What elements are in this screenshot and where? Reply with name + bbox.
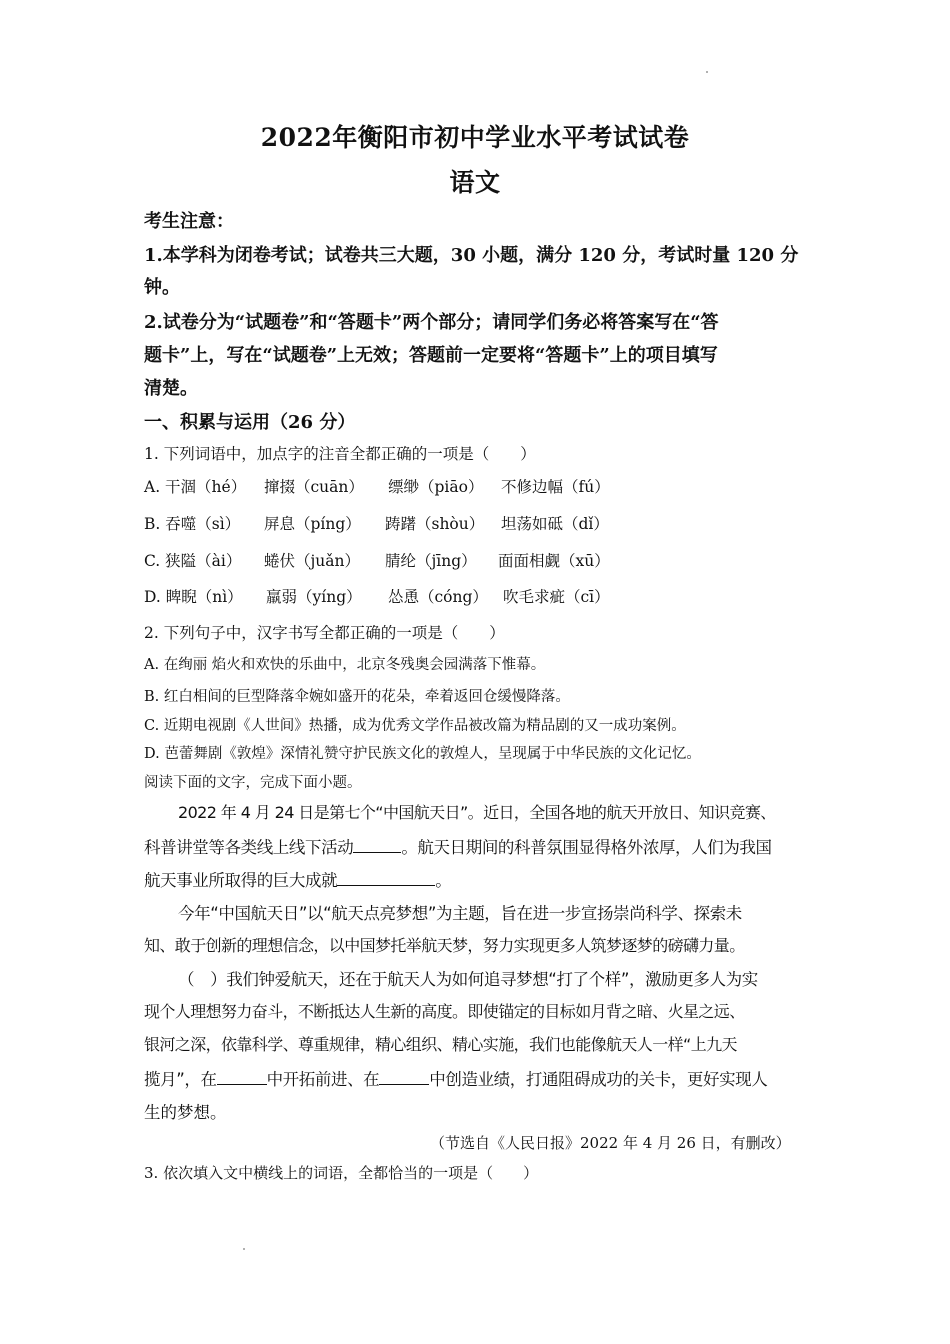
notice-heading: 考生注意：	[144, 211, 234, 232]
q1-option-d-word4: 吹毛求疵（cī）	[503, 588, 610, 606]
passage-text: 揽月”，在	[144, 1070, 217, 1089]
q2-option-b: B. 红白相间的巨型降落伞婉如盛开的花朵，牵着返回仓缓慢降落。	[144, 689, 570, 705]
q1-option-b-word4: 坦荡如砥（dǐ）	[501, 515, 609, 533]
q1-option-d-word2: 羸弱（yíng）	[266, 588, 362, 606]
q2-option-c: C. 近期电视剧《人世间》热播，成为优秀文学作品被改篇为精品剧的又一成功案例。	[144, 718, 686, 734]
passage-line: 2022 年 4 月 24 日是第七个“中国航天日”。近日，全国各地的航天开放日、知识竞赛、	[178, 803, 776, 822]
q1-option-a-word4: 不修边幅（fú）	[501, 478, 610, 496]
q1-option-b-word2: 屏息（píng）	[264, 515, 361, 533]
q1-option-c-word3: 腈纶（jīng）	[385, 552, 477, 570]
answer-blank	[337, 869, 435, 886]
notice-line: 钟。	[144, 277, 180, 298]
scan-mark	[243, 1248, 245, 1250]
q1-option-a-word1: A. 干涸（hé）	[144, 478, 247, 496]
passage-source: （节选自《人民日报》2022 年 4 月 26 日，有删改）	[430, 1134, 791, 1152]
notice-line: 题卡”上，写在“试题卷”上无效；答题前一定要将“答题卡”上的项目填写	[144, 345, 718, 366]
notice-line: 清楚。	[144, 378, 198, 399]
passage-text: 中创造业绩，打通阻碍成功的关卡，更好实现人	[429, 1070, 768, 1089]
notice-line: 2.试卷分为“试题卷”和“答题卡”两个部分；请同学们务必将答案写在“答	[144, 312, 719, 333]
passage-text: 。航天日期间的科普氛围显得格外浓厚，人们为我国	[401, 838, 772, 857]
passage-text: 中开拓前进、在	[266, 1070, 380, 1089]
exam-subject: 语文	[449, 168, 501, 197]
q1-option-a-word3: 缥缈（piāo）	[388, 478, 484, 496]
passage-line: （ ）我们钟爱航天，还在于航天人为如何追寻梦想“打了个样”，激励更多人为实	[178, 970, 758, 989]
question-2-stem: 2. 下列句子中，汉字书写全都正确的一项是（ ）	[144, 624, 505, 642]
q1-option-c-word2: 蜷伏（juǎn）	[264, 552, 361, 570]
q1-option-d-word1: D. 睥睨（nì）	[144, 588, 243, 606]
q2-option-a: A. 在绚丽 焰火和欢快的乐曲中，北京冬残奥会园满落下惟幕。	[144, 657, 546, 673]
q1-option-c-word1: C. 狭隘（ài）	[144, 552, 242, 570]
q1-option-b-word3: 踌躇（shòu）	[385, 515, 485, 533]
passage-line: 知、敢于创新的理想信念，以中国梦托举航天梦，努力实现更多人筑梦逐梦的磅礴力量。	[144, 936, 745, 955]
passage-line	[144, 1066, 767, 1090]
q1-option-a-word2: 撺掇（cuān）	[264, 478, 364, 496]
passage-line: 银河之深，依靠科学、尊重规律，精心组织、精心实施，我们也能像航天人一样“上九天	[144, 1035, 737, 1054]
q1-option-c-word4: 面面相觑（xū）	[498, 552, 610, 570]
answer-blank	[353, 836, 401, 853]
q1-option-b-word1: B. 吞噬（sì）	[144, 515, 241, 533]
answer-blank	[217, 1068, 267, 1085]
q1-option-d-word3: 怂恿（cóng）	[388, 588, 488, 606]
question-1-stem: 1. 下列词语中，加点字的注音全都正确的一项是（ ）	[144, 445, 536, 463]
exam-title: 2022年衡阳市初中学业水平考试试卷	[260, 123, 690, 152]
passage-line: 今年“中国航天日”以“航天点亮梦想”为主题，旨在进一步宣扬崇尚科学、探索未	[178, 904, 742, 923]
passage-line: 生的梦想。	[144, 1103, 227, 1122]
passage-text: 。	[435, 871, 452, 890]
passage-line: 现个人理想努力奋斗，不断抵达人生新的高度。即使锚定的目标如月背之暗、火星之远、	[144, 1002, 745, 1021]
answer-blank	[379, 1068, 429, 1085]
section-heading: 一、积累与运用（26 分）	[144, 412, 356, 433]
reading-prompt: 阅读下面的文字，完成下面小题。	[144, 775, 362, 791]
passage-line	[144, 834, 772, 858]
scan-mark	[706, 71, 708, 73]
question-3-stem: 3. 依次填入文中横线上的词语，全都恰当的一项是（ ）	[144, 1164, 539, 1182]
passage-text: 航天事业所取得的巨大成就	[144, 871, 338, 890]
passage-line	[144, 867, 451, 891]
q2-option-d: D. 芭蕾舞剧《敦煌》深情礼赞守护民族文化的敦煌人，呈现属于中华民族的文化记忆。	[144, 746, 701, 762]
notice-line: 1.本学科为闭卷考试；试卷共三大题，30 小题，满分 120 分，考试时量 120 分	[144, 245, 799, 266]
passage-text: 科普讲堂等各类线上线下活动	[144, 838, 354, 857]
